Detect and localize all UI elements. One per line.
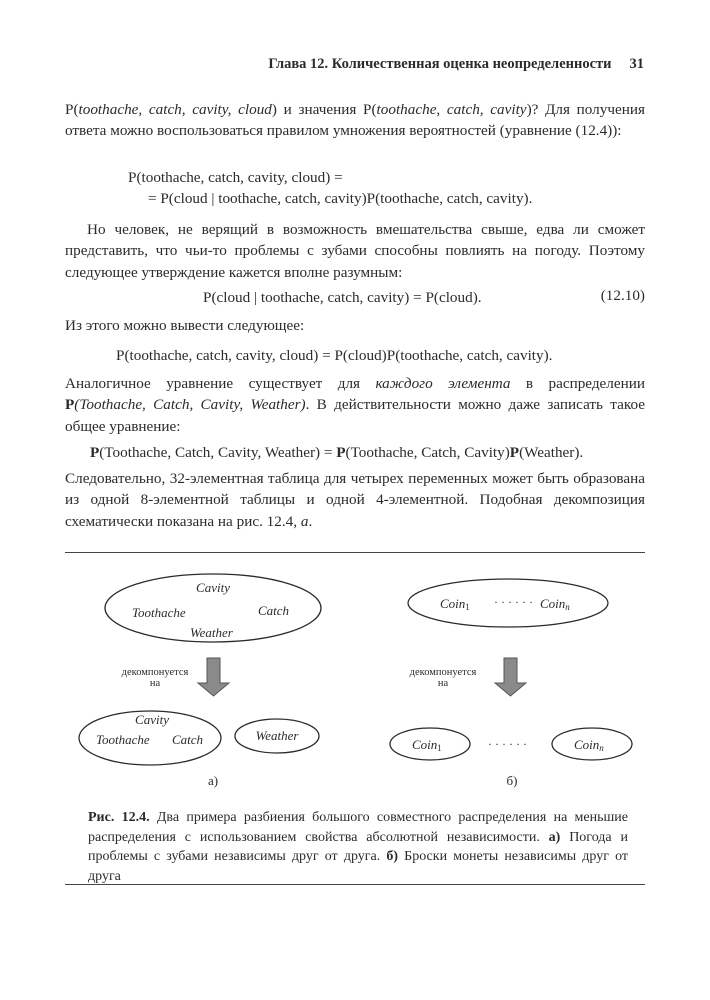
dots-bottom: · · · · · · <box>488 737 527 751</box>
figure-12-4 <box>60 560 660 800</box>
equation-12-10: P(cloud | toothache, catch, cavity) = P(cloud). <box>203 289 482 306</box>
decompose-label-left-2: на <box>149 678 161 689</box>
paragraph-4: Аналогичное уравнение существует для каждого элемента в распределении P(Toothache, Catch, Cavity, Weather). В действительности можно даже записать такое общее уравнение: <box>65 375 646 435</box>
equation-number: (12.10) <box>600 287 645 304</box>
figure-bottom-rule <box>65 884 645 885</box>
paragraph-2: Но человек, не верящий в возможность вмешательства свыше, едва ли сможет представить, что чьи-то проблемы с зубами способны повлиять на погоду. Поэтому следующее утверждение кажется вполне разумным: <box>65 221 645 281</box>
var-coin1-bottom: Coin1 <box>412 737 442 753</box>
paragraph-3: Из этого можно вывести следующее: <box>65 317 305 334</box>
paragraph-5: Следовательно, 32-элементная таблица для четырех переменных может быть образована из одной 8-элементной таблицы и одной 4-элементной. Подобная декомпозиция схематически показана на рис. 12.4, а. <box>65 470 645 530</box>
var-cavity: Cavity <box>196 580 230 595</box>
var-toothache-bottom: Toothache <box>96 732 150 747</box>
running-header <box>268 56 644 73</box>
var-coinn-top: Coinn <box>540 596 570 612</box>
equation-1-line-2: = P(cloud | toothache, catch, cavity)P(toothache, catch, cavity). <box>148 190 533 207</box>
decompose-label-right-1: декомпонуется <box>409 667 477 678</box>
arrow-down-left <box>198 658 229 696</box>
figure-caption: Рис. 12.4. Два примера разбиения большого совместного распределения на меньшие распределения с использованием свойства абсолютной независимости. а) Погода и проблемы с зубами независимы друг от друга. б) Броски монеты независимы друг от друга <box>88 810 629 884</box>
subfigure-label-b: б) <box>506 773 518 788</box>
decompose-label-right-2: на <box>437 678 449 689</box>
chapter-title: Глава 12. Количественная оценка неопределенности <box>268 56 612 72</box>
decompose-label-left-1: декомпонуется <box>121 667 189 678</box>
var-weather-bottom: Weather <box>255 728 299 743</box>
var-weather: Weather <box>190 625 233 640</box>
var-catch-bottom: Catch <box>172 732 204 747</box>
figure-top-rule <box>65 552 645 553</box>
page-number: 31 <box>629 56 644 72</box>
equation-4: P(Toothache, Catch, Cavity, Weather) = P(Toothache, Catch, Cavity)P(Weather). <box>90 444 584 461</box>
subfigure-label-a: а) <box>207 773 219 788</box>
equation-1-line-1: P(toothache, catch, cavity, cloud) = <box>128 169 343 186</box>
paragraph-1: P(toothache, catch, cavity, cloud) и значения P(toothache, catch, cavity)? Для получения ответа можно воспользоваться правилом умножения вероятностей (уравнение (12.4)): <box>65 101 645 140</box>
var-toothache: Toothache <box>132 605 186 620</box>
var-coinn-bottom: Coinn <box>574 737 604 753</box>
dots-top: · · · · · · <box>494 595 533 609</box>
equation-3: P(toothache, catch, cavity, cloud) = P(cloud)P(toothache, catch, cavity). <box>116 347 553 364</box>
arrow-down-right <box>495 658 526 696</box>
var-cavity-bottom: Cavity <box>135 712 169 727</box>
var-catch: Catch <box>258 603 290 618</box>
var-coin1-top: Coin1 <box>440 596 470 612</box>
